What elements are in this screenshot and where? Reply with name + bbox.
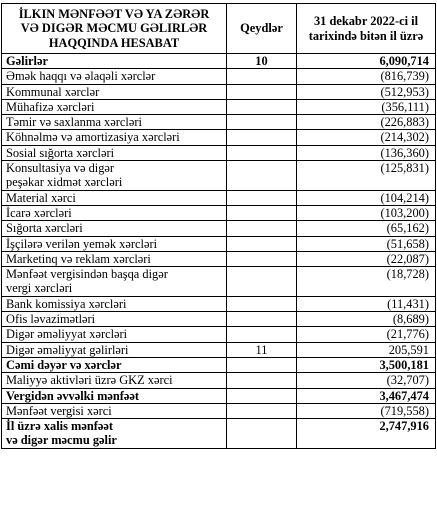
income-statement-table [1, 3, 436, 449]
line-item-amount: (226,883) [297, 115, 436, 130]
line-item-amount: (18,728) [297, 267, 436, 297]
line-item-label [2, 145, 227, 160]
line-item-amount: (11,431) [297, 296, 436, 311]
line-item-amount: (65,162) [297, 221, 436, 236]
statement-title-line: VƏ DIGƏR MƏCMU GƏLIRLƏR [20, 21, 208, 36]
statement-title-line: HAQQINDA HESABAT [48, 35, 180, 50]
line-item-label [2, 115, 227, 130]
table-row [2, 190, 436, 205]
line-item-label [2, 342, 227, 357]
line-item-label-text: Cəmi dəyər və xərclər [6, 357, 122, 372]
table-row [2, 69, 436, 84]
line-item-amount: 205,591 [297, 342, 436, 357]
line-item-note [227, 69, 297, 84]
line-item-amount: (22,087) [297, 251, 436, 266]
table-row [2, 403, 436, 418]
line-item-label [2, 327, 227, 342]
line-item-note [227, 205, 297, 220]
line-item-label [2, 267, 227, 297]
income-statement [1, 3, 435, 449]
line-item-amount: (104,214) [297, 190, 436, 205]
line-item-label-text: Konsultasiya və digər [6, 161, 115, 176]
line-item-amount: (8,689) [297, 312, 436, 327]
line-item-amount: (136,360) [297, 145, 436, 160]
line-item-label-text: Mənfəət vergisindən başqa digər [6, 267, 168, 282]
line-item-note: 10 [227, 54, 297, 69]
table-row [2, 161, 436, 191]
line-item-label [2, 69, 227, 84]
line-item-label-text: vergi xərcləri [6, 281, 73, 296]
table-row [2, 373, 436, 388]
line-item-label-text: Köhnəlmə və amortizasiya xərcləri [6, 130, 180, 145]
line-item-label-text: Marketinq və reklam xərcləri [6, 251, 151, 266]
line-item-note [227, 84, 297, 99]
line-item-note [227, 388, 297, 403]
line-item-amount: 3,467,474 [297, 388, 436, 403]
table-row [2, 327, 436, 342]
table-row [2, 205, 436, 220]
table-row [2, 342, 436, 357]
line-item-label-text: Maliyyə aktivləri üzrə GKZ xərci [6, 373, 173, 388]
table-row [2, 221, 436, 236]
statement-title-line: İLKIN MƏNFƏƏT VƏ YA ZƏRƏR [18, 6, 210, 21]
line-item-amount: (21,776) [297, 327, 436, 342]
line-item-label-text: İşçilərə verilən yemək xərcləri [6, 236, 158, 251]
table-row [2, 251, 436, 266]
line-item-label-text: Sığorta xərcləri [6, 221, 83, 236]
line-item-label-text: İcarə xərcləri [6, 205, 72, 220]
table-row [2, 84, 436, 99]
table-row [2, 419, 436, 449]
line-item-amount: 6,090,714 [297, 54, 436, 69]
line-item-label-text: Digər əməliyyat xərcləri [6, 327, 128, 342]
line-item-note [227, 267, 297, 297]
line-item-label-text: Gəlirlər [6, 54, 48, 68]
line-item-label-text: Material xərci [6, 190, 76, 205]
line-item-note [227, 161, 297, 191]
line-item-amount: (214,302) [297, 130, 436, 145]
line-item-label [2, 373, 227, 388]
line-item-amount: 3,500,181 [297, 357, 436, 372]
line-item-label [2, 130, 227, 145]
table-row [2, 267, 436, 297]
line-item-label [2, 251, 227, 266]
line-item-note [227, 312, 297, 327]
table-row [2, 54, 436, 69]
line-item-note [227, 190, 297, 205]
statement-rows [2, 54, 436, 449]
period-header-line: tarixində bitən il üzrə [308, 28, 424, 43]
line-item-amount: 2,747,916 [297, 419, 436, 449]
line-item-note [227, 251, 297, 266]
line-item-label [2, 312, 227, 327]
line-item-label [2, 54, 227, 69]
line-item-note [227, 373, 297, 388]
table-row [2, 388, 436, 403]
line-item-label [2, 403, 227, 418]
table-row [2, 357, 436, 372]
line-item-amount: (125,831) [297, 161, 436, 191]
table-row [2, 115, 436, 130]
line-item-label [2, 221, 227, 236]
line-item-note [227, 145, 297, 160]
table-row [2, 296, 436, 311]
period-column-header [297, 4, 436, 54]
line-item-label [2, 296, 227, 311]
line-item-label-text: Əmək haqqı və əlaqəli xərclər [6, 69, 156, 84]
line-item-amount: (512,953) [297, 84, 436, 99]
line-item-note [227, 357, 297, 372]
line-item-amount: (32,707) [297, 373, 436, 388]
line-item-amount: (356,111) [297, 99, 436, 114]
table-row [2, 145, 436, 160]
line-item-label-text: İl üzrə xalis mənfəət [6, 419, 114, 434]
line-item-note [227, 296, 297, 311]
line-item-label-text: Vergidən əvvəlki mənfəət [6, 388, 140, 403]
line-item-label-text: Təmir və saxlanma xərcləri [6, 115, 142, 130]
line-item-label-text: Sosial sığorta xərcləri [6, 145, 115, 160]
line-item-note [227, 419, 297, 449]
statement-title [2, 4, 227, 54]
line-item-note: 11 [227, 342, 297, 357]
line-item-note [227, 115, 297, 130]
line-item-note [227, 236, 297, 251]
line-item-amount: (816,739) [297, 69, 436, 84]
line-item-label-text: Bank komissiya xərcləri [6, 296, 127, 311]
line-item-label [2, 357, 227, 372]
table-row [2, 236, 436, 251]
line-item-label-text: Mənfəət vergisi xərci [6, 403, 112, 418]
line-item-label-text: peşəkar xidmət xərcləri [6, 175, 123, 190]
table-row [2, 99, 436, 114]
notes-column-header: Qeydlər [227, 4, 297, 54]
line-item-note [227, 403, 297, 418]
line-item-label [2, 84, 227, 99]
line-item-label [2, 161, 227, 191]
line-item-label [2, 205, 227, 220]
table-row [2, 312, 436, 327]
line-item-label-text: Ofis ləvazimətləri [6, 312, 96, 327]
table-row [2, 130, 436, 145]
line-item-label-text: və digər məcmu gəlir [6, 433, 117, 448]
line-item-label [2, 99, 227, 114]
line-item-note [227, 99, 297, 114]
header-row [2, 4, 436, 54]
line-item-amount: (51,658) [297, 236, 436, 251]
line-item-label-text: Kommunal xərclər [6, 84, 100, 99]
line-item-amount: (719,558) [297, 403, 436, 418]
period-header-line: 31 dekabr 2022-ci il [313, 13, 419, 28]
line-item-amount: (103,200) [297, 205, 436, 220]
line-item-label-text: Mühafizə xərcləri [6, 99, 95, 114]
line-item-label [2, 388, 227, 403]
line-item-note [227, 327, 297, 342]
line-item-label [2, 190, 227, 205]
line-item-note [227, 221, 297, 236]
line-item-label [2, 419, 227, 449]
line-item-note [227, 130, 297, 145]
line-item-label-text: Digər əməliyyat gəlirləri [6, 342, 129, 357]
line-item-label [2, 236, 227, 251]
